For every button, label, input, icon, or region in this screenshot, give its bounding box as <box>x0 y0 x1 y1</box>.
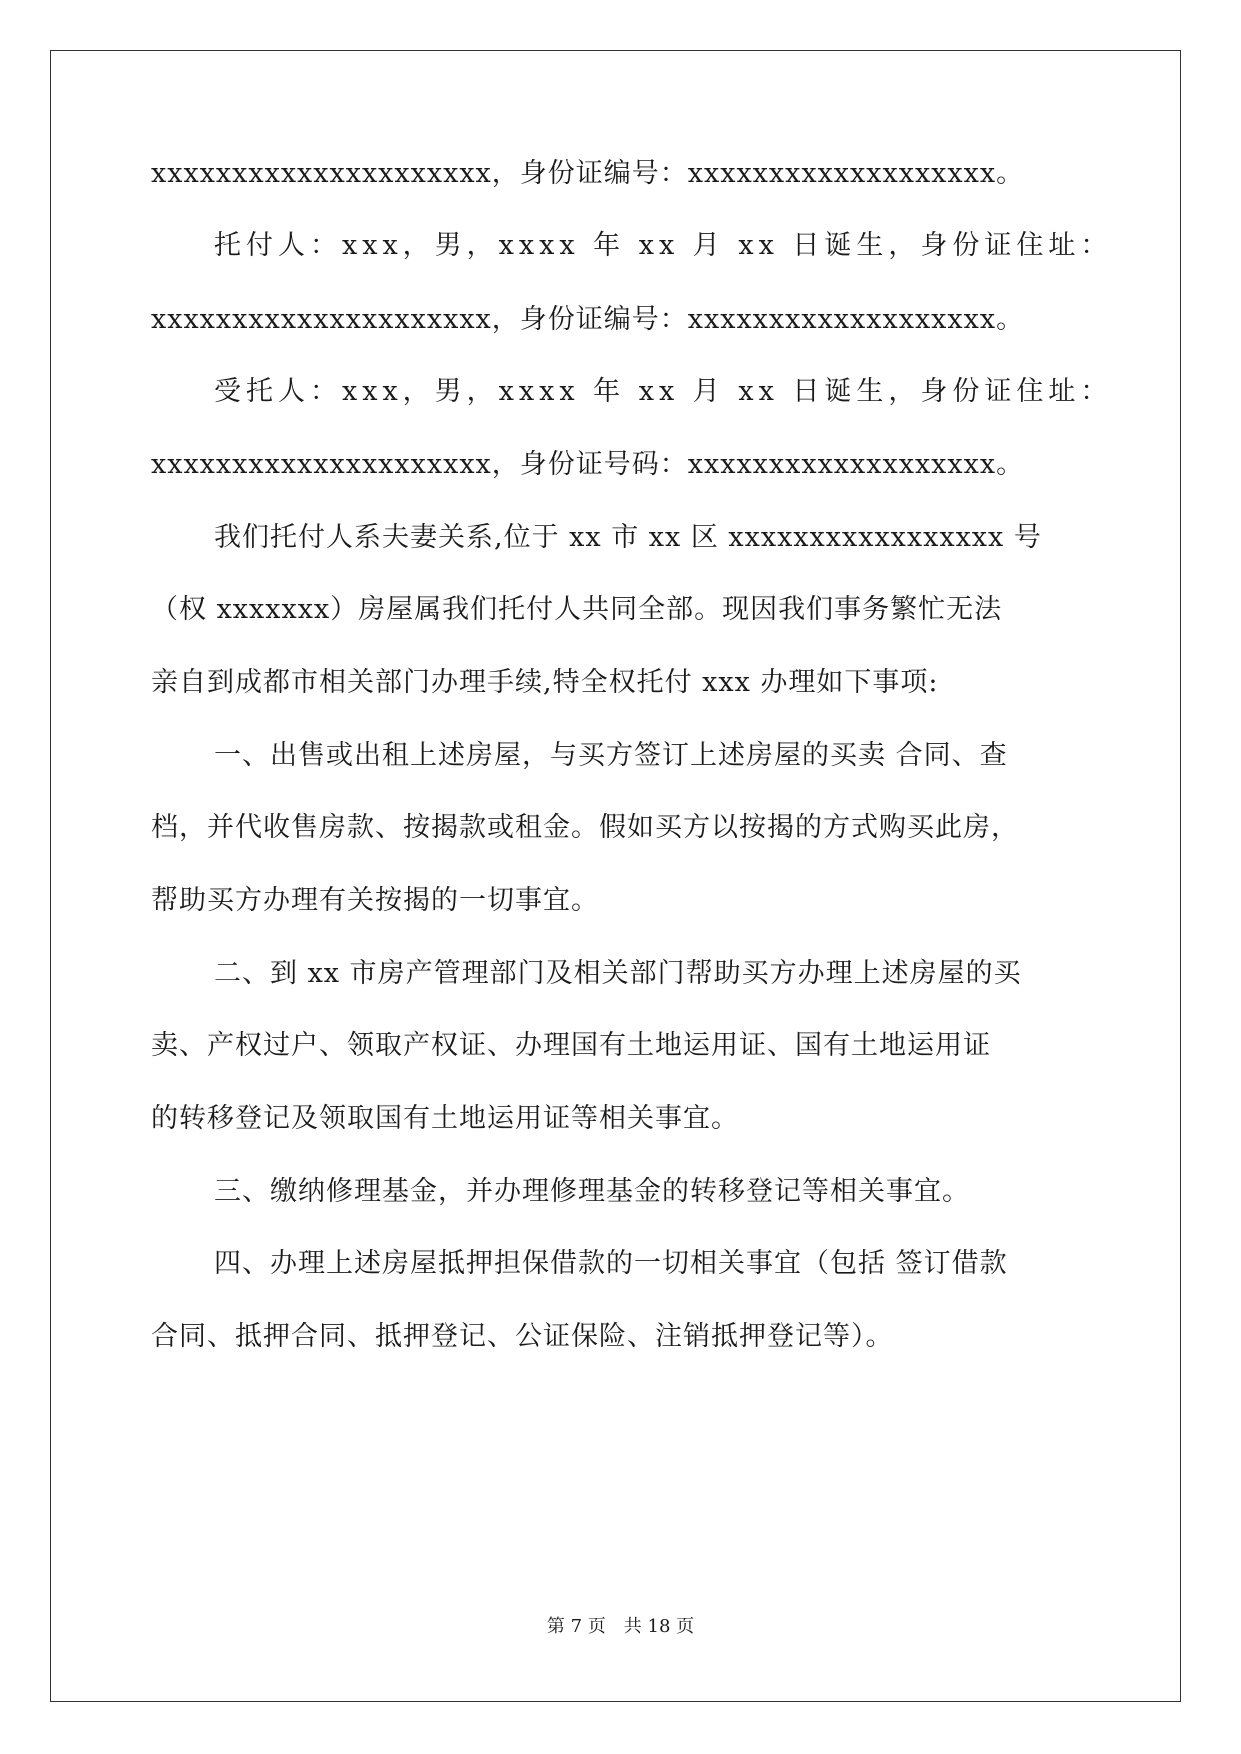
text-line-7: （权 xxxxxxx）房屋属我们托付人共同全部。现因我们事务繁忙无法 <box>151 594 1003 625</box>
text-line-16: 四、办理上述房屋抵押担保借款的一切相关事宜（包括 签订借款 <box>214 1248 1008 1279</box>
text-line-14: 的转移登记及领取国有土地运用证等相关事宜。 <box>151 1103 739 1134</box>
text-line-2: 托付人：xxx，男，xxxx 年 xx 月 xx 日诞生，身份证住址： <box>214 230 1113 261</box>
text-line-5: xxxxxxxxxxxxxxxxxxxxx，身份证号码：xxxxxxxxxxxxxxxxxxx。 <box>151 449 1025 480</box>
page-border <box>50 50 1181 1702</box>
text-line-13: 卖、产权过户、领取产权证、办理国有土地运用证、国有土地运用证 <box>151 1030 991 1061</box>
text-line-12: 二、到 xx 市房产管理部门及相关部门帮助买方办理上述房屋的买 <box>214 958 1022 989</box>
text-line-8: 亲自到成都市相关部门办理手续,特全权托付 xxx 办理如下事项: <box>151 667 939 698</box>
text-line-11: 帮助买方办理有关按揭的一切事宜。 <box>151 885 599 916</box>
text-line-1: xxxxxxxxxxxxxxxxxxxxx，身份证编号：xxxxxxxxxxxxxxxxxxx。 <box>151 158 1025 189</box>
text-line-6: 我们托付人系夫妻关系,位于 xx 市 xx 区 xxxxxxxxxxxxxxxxx 号 <box>214 522 1042 553</box>
text-line-10: 档，并代收售房款、按揭款或租金。假如买方以按揭的方式购买此房， <box>151 812 1019 843</box>
text-line-9: 一、出售或出租上述房屋，与买方签订上述房屋的买卖 合同、查 <box>214 740 1008 771</box>
text-line-3: xxxxxxxxxxxxxxxxxxxxx，身份证编号：xxxxxxxxxxxxxxxxxxx。 <box>151 304 1025 335</box>
text-line-15: 三、缴纳修理基金，并办理修理基金的转移登记等相关事宜。 <box>214 1176 970 1207</box>
text-line-4: 受托人：xxx，男，xxxx 年 xx 月 xx 日诞生，身份证住址： <box>214 376 1113 407</box>
page-number-footer: 第 7 页 共 18 页 <box>546 1616 695 1637</box>
text-line-17: 合同、抵押合同、抵押登记、公证保险、注销抵押登记等）。 <box>151 1321 894 1352</box>
